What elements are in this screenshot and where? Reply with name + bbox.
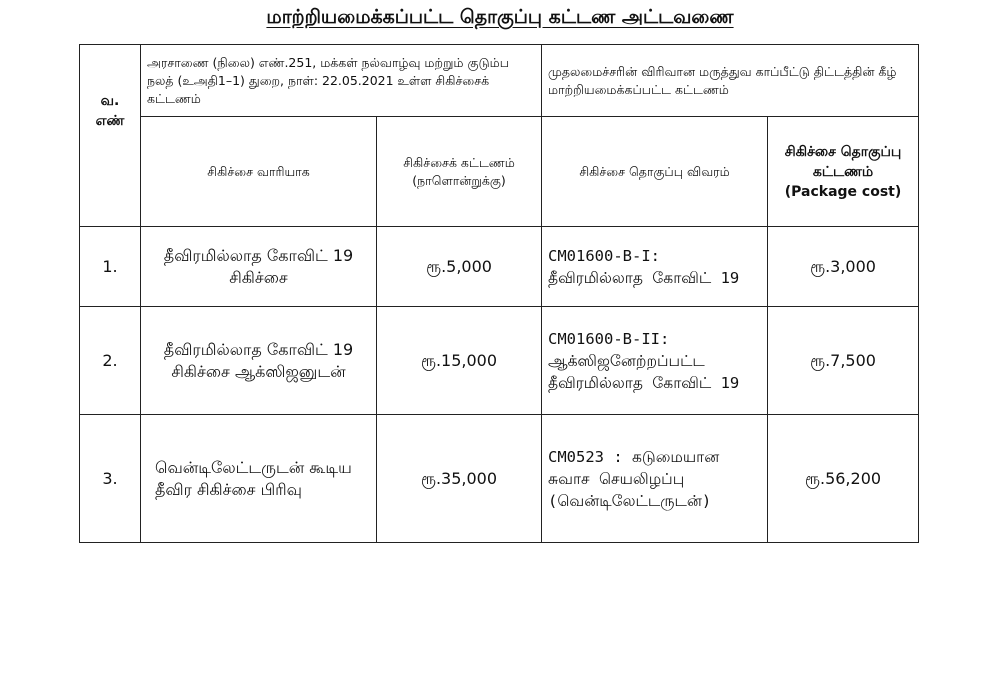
header-package-cost-english: (Package cost) [784,183,902,200]
table-header-row-2 [80,117,919,227]
row-serial-number: 1. [80,227,141,307]
row-serial-number: 2. [80,307,141,415]
header-serial-number: வ. எண் [80,45,141,227]
row-package-cost: ரூ.56,200 [768,415,919,543]
header-package-cost [768,117,919,227]
row-package-cost: ரூ.7,500 [768,307,919,415]
document-title [0,6,1000,31]
row-treatment-fee: ரூ.15,000 [377,307,542,415]
row-treatment: தீவிரமில்லாத கோவிட் 19 சிகிச்சை [141,227,377,307]
header-package-cost-tamil: சிகிச்சை தொகுப்பு கட்டணம் [784,143,902,180]
table-header-row-1 [80,45,919,117]
row-package-detail: CM01600-B-II: ஆக்ஸிஜனேற்றப்பட்ட தீவிரமில்லாத கோவிட் 19 [542,307,768,415]
table-row [80,415,919,543]
row-package-detail: CM0523 : கடுமையான சுவாச செயலிழப்பு (வென்டிலேட்டருடன்) [542,415,768,543]
row-package-detail: CM01600-B-I: தீவிரமில்லாத கோவிட் 19 [542,227,768,307]
table-row [80,307,919,415]
package-fee-table [79,44,919,543]
header-treatment-fee: சிகிச்சைக் கட்டணம் (நாளொன்றுக்கு) [377,117,542,227]
row-treatment: வென்டிலேட்டருடன் கூடிய தீவிர சிகிச்சை பிரிவு [141,415,377,543]
header-package-detail: சிகிச்சை தொகுப்பு விவரம் [542,117,768,227]
header-cmchis-fee-group: முதலமைச்சரின் விரிவான மருத்துவ காப்பீட்டு திட்டத்தின் கீழ் மாற்றியமைக்கப்பட்ட கட்டணம் [542,45,919,117]
document-title-text: மாற்றியமைக்கப்பட்ட தொகுப்பு கட்டண அட்டவணை [266,6,734,28]
row-treatment: தீவிரமில்லாத கோவிட் 19 சிகிச்சை ஆக்ஸிஜனுடன் [141,307,377,415]
row-treatment-fee: ரூ.5,000 [377,227,542,307]
header-treatment-type: சிகிச்சை வாரியாக [141,117,377,227]
row-package-cost: ரூ.3,000 [768,227,919,307]
row-treatment-fee: ரூ.35,000 [377,415,542,543]
header-go-fee-group: அரசாணை (நிலை) எண்.251, மக்கள் நல்வாழ்வு மற்றும் குடும்ப நலத் (உஅதி1–1) துறை, நாள்: 22.05.2021 உள்ள சிகிச்சைக் கட்டணம் [141,45,542,117]
row-serial-number: 3. [80,415,141,543]
table-row [80,227,919,307]
